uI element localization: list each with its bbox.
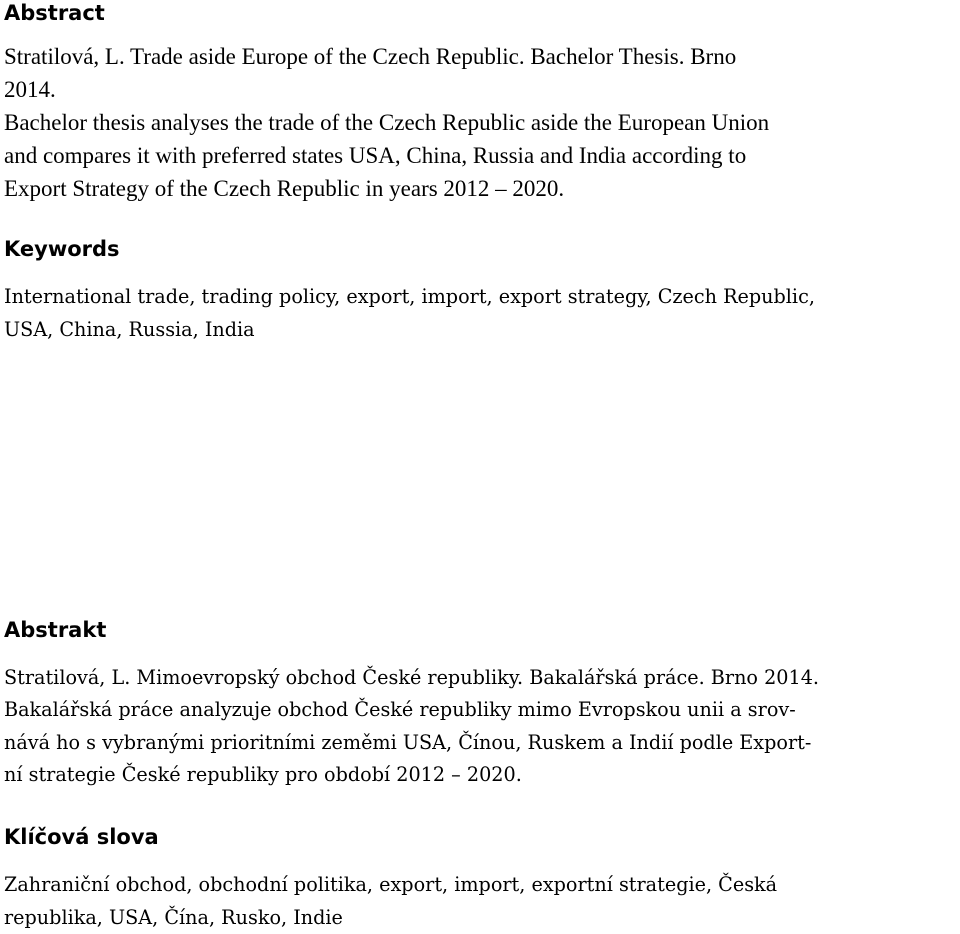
english-keywords	[4, 281, 959, 346]
english-keywords-line-2: USA, China, Russia, India	[4, 317, 255, 341]
english-abstract-line-1: Bachelor thesis analyses the trade of the Czech Republic aside the European Union	[4, 110, 770, 135]
english-abstract-line-2: and compares it with preferred states USA, China, Russia and India according to	[4, 143, 747, 168]
english-citation-line-1: Stratilová, L. Trade aside Europe of the Czech Republic. Bachelor Thesis. Brno	[4, 44, 737, 69]
czech-citation-line: Stratilová, L. Mimoevropský obchod České republiky. Bakalářská práce. Brno 2014.	[4, 666, 820, 689]
english-citation	[4, 40, 959, 106]
klicova-slova-heading: Klíčová slova	[4, 825, 159, 849]
czech-abstract-line-3: ní strategie České republiky pro období 2012 – 2020.	[4, 763, 522, 786]
english-citation-line-2: 2014.	[4, 77, 56, 102]
czech-abstract-text	[4, 694, 959, 792]
english-keywords-line-1: International trade, trading policy, export, import, export strategy, Czech Republic,	[4, 285, 815, 308]
abstract-heading: Abstract	[4, 1, 105, 25]
czech-keywords-line-1: Zahraniční obchod, obchodní politika, export, import, exportní strategie, Česká	[4, 873, 778, 896]
czech-citation	[4, 662, 959, 695]
abstrakt-heading: Abstrakt	[4, 618, 107, 642]
english-abstract-text	[4, 106, 959, 205]
keywords-heading: Keywords	[4, 237, 120, 261]
czech-keywords	[4, 869, 959, 934]
czech-abstract-line-1: Bakalářská práce analyzuje obchod České republiky mimo Evropskou unii a srov-	[4, 698, 796, 721]
english-abstract-line-3: Export Strategy of the Czech Republic in years 2012 – 2020.	[4, 176, 565, 201]
czech-keywords-line-2: republika, USA, Čína, Rusko, Indie	[4, 905, 343, 929]
czech-abstract-line-2: nává ho s vybranými prioritními zeměmi USA, Čínou, Ruskem a Indií podle Export-	[4, 730, 812, 754]
